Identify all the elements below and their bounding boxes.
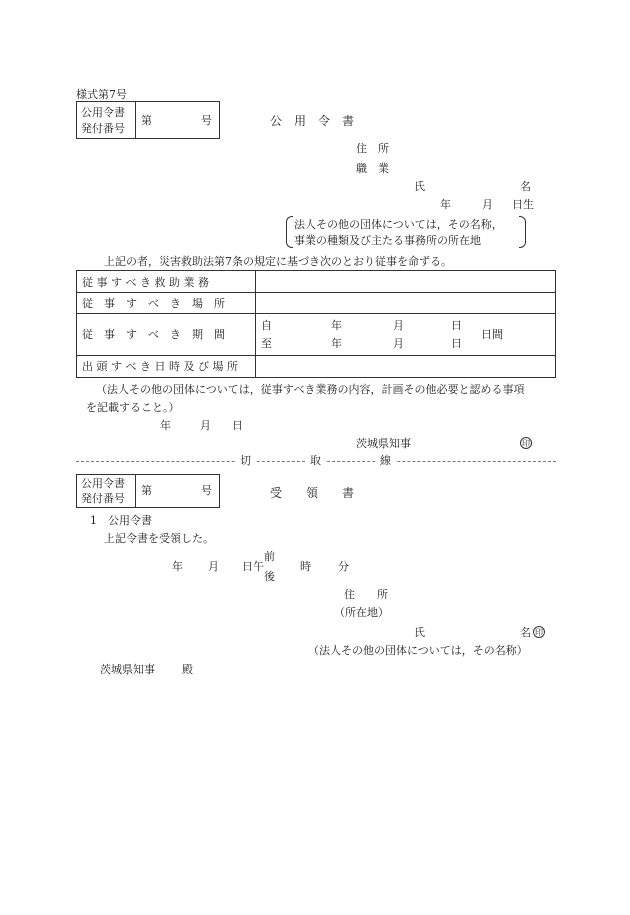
corp-note-bracket-left: [286, 216, 293, 248]
period-to-day: 日: [451, 337, 462, 350]
order-date-year: 年: [160, 419, 171, 432]
row-rescue-duty-label: 従 事 す べ き 救 助 業 務: [82, 276, 209, 289]
receipt-statement: 上記令書を受領した。: [104, 532, 214, 545]
form-number: 様式第7号: [76, 88, 127, 101]
order-date-month: 月: [200, 419, 211, 432]
birth-year: 年: [440, 198, 451, 211]
period-from-month: 月: [393, 319, 404, 332]
receipt-id-prefix: 第: [141, 484, 152, 497]
birth-month: 月: [482, 198, 493, 211]
receipt-month: 月: [208, 560, 219, 573]
row-duty-place-label: 従 事 す べ き 場 所: [82, 297, 225, 310]
order-id-divider: [135, 102, 136, 138]
period-from-day: 日: [451, 319, 462, 332]
period-from-year: 年: [331, 319, 342, 332]
duty-table-rule: [77, 292, 555, 293]
order-issuer: 茨城県知事: [356, 437, 411, 450]
order-id-prefix: 第: [141, 114, 152, 127]
birth-day: 日生: [512, 198, 534, 211]
period-to-month: 月: [393, 337, 404, 350]
order-title: 公 用 令 書: [270, 114, 355, 128]
receipt-id-box: [76, 474, 220, 508]
row-report-label: 出 頭 す べ き 日 時 及 び 場 所: [82, 360, 238, 373]
duty-table-divider: [255, 271, 256, 377]
receipt-ampm-mid: 午: [253, 560, 264, 573]
duty-table-rule: [77, 313, 555, 314]
receipt-id-label-line1: 公用令書: [81, 477, 125, 490]
receipt-id-suffix: 号: [201, 484, 212, 497]
receipt-minute: 分: [338, 560, 349, 573]
period-to: 至: [261, 337, 272, 350]
receipt-corp-note: （法人その他の団体については，その名称）: [308, 644, 528, 657]
order-note-line2: を記載すること。）: [86, 401, 180, 414]
order-address-label: 住 所: [356, 142, 389, 155]
receipt-addressee: 茨城県知事: [100, 663, 155, 676]
receipt-name-label-right: 名: [520, 626, 531, 639]
receipt-hour: 時: [300, 560, 311, 573]
order-id-suffix: 号: [201, 114, 212, 127]
order-name-label-left: 氏: [414, 180, 425, 193]
receipt-year: 年: [172, 560, 183, 573]
duty-table-rule: [77, 355, 555, 356]
receipt-id-divider: [135, 475, 136, 507]
order-name-label-right: 名: [520, 180, 531, 193]
receipt-title: 受 領 書: [270, 486, 355, 500]
receipt-am: 前: [264, 550, 275, 563]
receipt-location-label: （所在地）: [334, 606, 389, 619]
receipt-item: 1 公用令書: [90, 514, 152, 527]
receipt-name-label-left: 氏: [414, 626, 425, 639]
receipt-seal: 印: [535, 628, 543, 637]
order-id-label-line2: 発付番号: [81, 122, 125, 135]
receipt-pm: 後: [264, 570, 275, 583]
order-note-line1: （法人その他の団体については，従事すべき業務の内容，計画その他必要と認める事項: [96, 383, 525, 396]
order-seal: 印: [522, 439, 530, 448]
corp-note-bracket-right: [519, 216, 526, 248]
cut-line-label1: 切: [236, 455, 255, 466]
order-id-box: [76, 101, 220, 139]
period-from: 自: [261, 319, 272, 332]
period-days: 日間: [481, 328, 503, 341]
row-duty-period-label: 従 事 す べ き 期 間: [82, 328, 225, 341]
duty-table: [76, 270, 556, 378]
receipt-honorific: 殿: [182, 663, 193, 676]
order-statement: 上記の者，災害救助法第7条の規定に基づき次のとおり従事を命ずる。: [104, 255, 452, 268]
cut-line-label2: 取: [306, 455, 325, 466]
receipt-day: 日: [242, 560, 253, 573]
order-occupation-label: 職 業: [356, 162, 389, 175]
receipt-address-label: 住 所: [344, 588, 388, 601]
cut-line-label3: 線: [376, 455, 395, 466]
corp-note-line2: 事業の種類及び主たる事務所の所在地: [294, 234, 481, 247]
period-to-year: 年: [331, 337, 342, 350]
corp-note-line1: 法人その他の団体については，その名称，: [294, 218, 503, 231]
order-date-day: 日: [232, 419, 243, 432]
order-id-label-line1: 公用令書: [81, 106, 125, 119]
receipt-id-label-line2: 発付番号: [81, 492, 125, 505]
